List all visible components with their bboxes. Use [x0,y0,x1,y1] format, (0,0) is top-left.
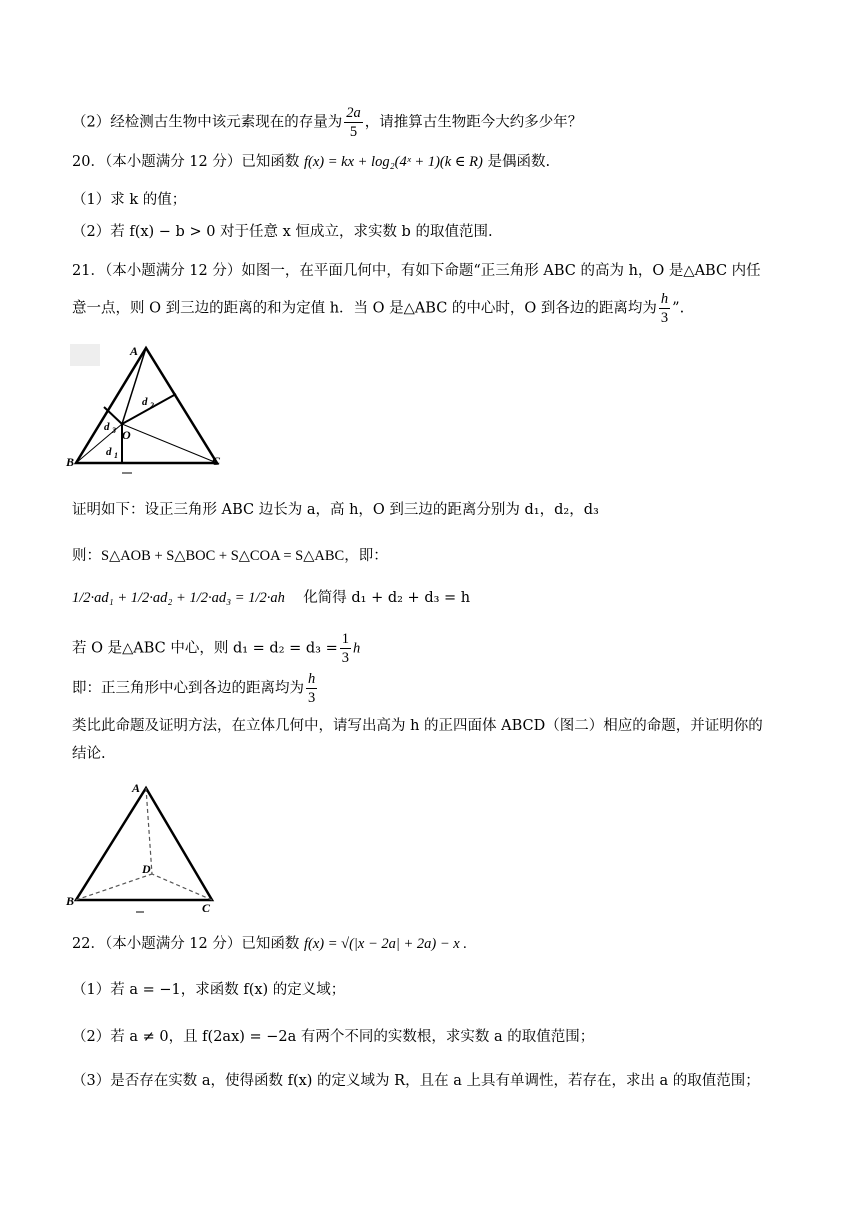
q21-analogy-line2: 结论. [72,746,106,762]
tetrahedron-face [76,788,212,900]
label-a: A [132,781,141,795]
fraction-1-over-3: $\frac{1}{3}$ [341,631,349,666]
label-d3: d [104,421,110,433]
q20-heading: 20．（本小题满分 12 分）已知函数 f(x) = kx + log₂(4ˣ + 1)(k ∈ R) 是偶函数. [72,154,551,170]
smudge-mark [70,344,100,366]
label-o: O [122,428,131,442]
label-b: B [66,455,75,469]
q21-analogy-line1: 类比此命题及证明方法，在立体几何中，请写出高为 h 的正四面体 ABCD（图二）相应的命题，并证明你的 [72,718,763,734]
figure-two-tetrahedron [64,778,224,918]
q21-proof-line4: 若 O 是△ABC 中心，则 d₁ = d₂ = d₃ = $\frac{1}{3}$ h [72,631,361,666]
label-d: D [142,862,151,876]
fraction-h-over-3-b: $\frac{h}{3}$ [308,671,316,706]
q22-part1: （1）若 a = −1，求函数 f(x) 的定义域； [72,982,346,998]
label-c: C [212,454,221,468]
q21-line1: 21．（本小题满分 12 分）如图一，在平面几何中，有如下命题“正三角形 ABC 的高为 h，O 是△ABC 内任 [72,263,761,279]
q21-proof-line3: 1/2·ad₁ + 1/2·ad₂ + 1/2·ad₃ = 1/2·ah 化简得 d₁ + d₂ + d₃ = h [72,590,471,606]
q20-part1: （1）求 k 的值； [72,192,187,208]
q22-heading: 22．（本小题满分 12 分）已知函数 f(x) = √(|x − 2a| + 2a) − x . [72,936,467,952]
label-d2: d [142,396,148,408]
svg-text:1: 1 [114,451,118,460]
fraction-2a-over-5: $\frac{2a}{5}$ [346,105,361,140]
q22-part3: （3）是否存在实数 a，使得函数 f(x) 的定义域为 R，且在 a 上具有单调性，若存在，求出 a 的取值范围； [72,1073,760,1089]
q21-line2: 意一点，则 O 到三边的距离的和为定值 h．当 O 是△ABC 的中心时，O 到各边的距离均为 $\frac{h}{3}$ ”. [72,291,685,326]
svg-text:3: 3 [112,426,116,435]
figure-one-triangle [64,338,234,478]
q22-function: f(x) = √(|x − 2a| + 2a) − x . [303,936,467,952]
q21-proof-line2: 则：S△AOB + S△BOC + S△COA = S△ABC，即： [72,548,388,564]
label-b: B [66,894,75,908]
q21-proof-line5: 即：正三角形中心到各边的距离均为 $\frac{h}{3}$ [72,671,316,706]
fraction-h-over-3: $\frac{h}{3}$ [660,291,669,326]
label-a: A [130,344,139,358]
q20-part2: （2）若 f(x) − b > 0 对于任意 x 恒成立，求实数 b 的取值范围. [72,224,493,240]
svg-text:2: 2 [150,401,154,410]
q19-part2: （2）经检测古生物中该元素现在的存量为 $\frac{2a}{5}$ ，请推算古生物距今大约多少年？ [72,105,583,140]
q20-function: f(x) = kx + log₂(4ˣ + 1)(k ∈ R) [303,154,483,170]
label-d1: d [106,446,112,458]
q22-part2: （2）若 a ≠ 0，且 f(2ax) = −2a 有两个不同的实数根，求实数 a 的取值范围； [72,1029,595,1045]
label-c: C [202,901,211,915]
q21-proof-line1: 证明如下：设正三角形 ABC 边长为 a，高 h，O 到三边的距离分别为 d₁，d₂，d₃ [72,502,599,518]
